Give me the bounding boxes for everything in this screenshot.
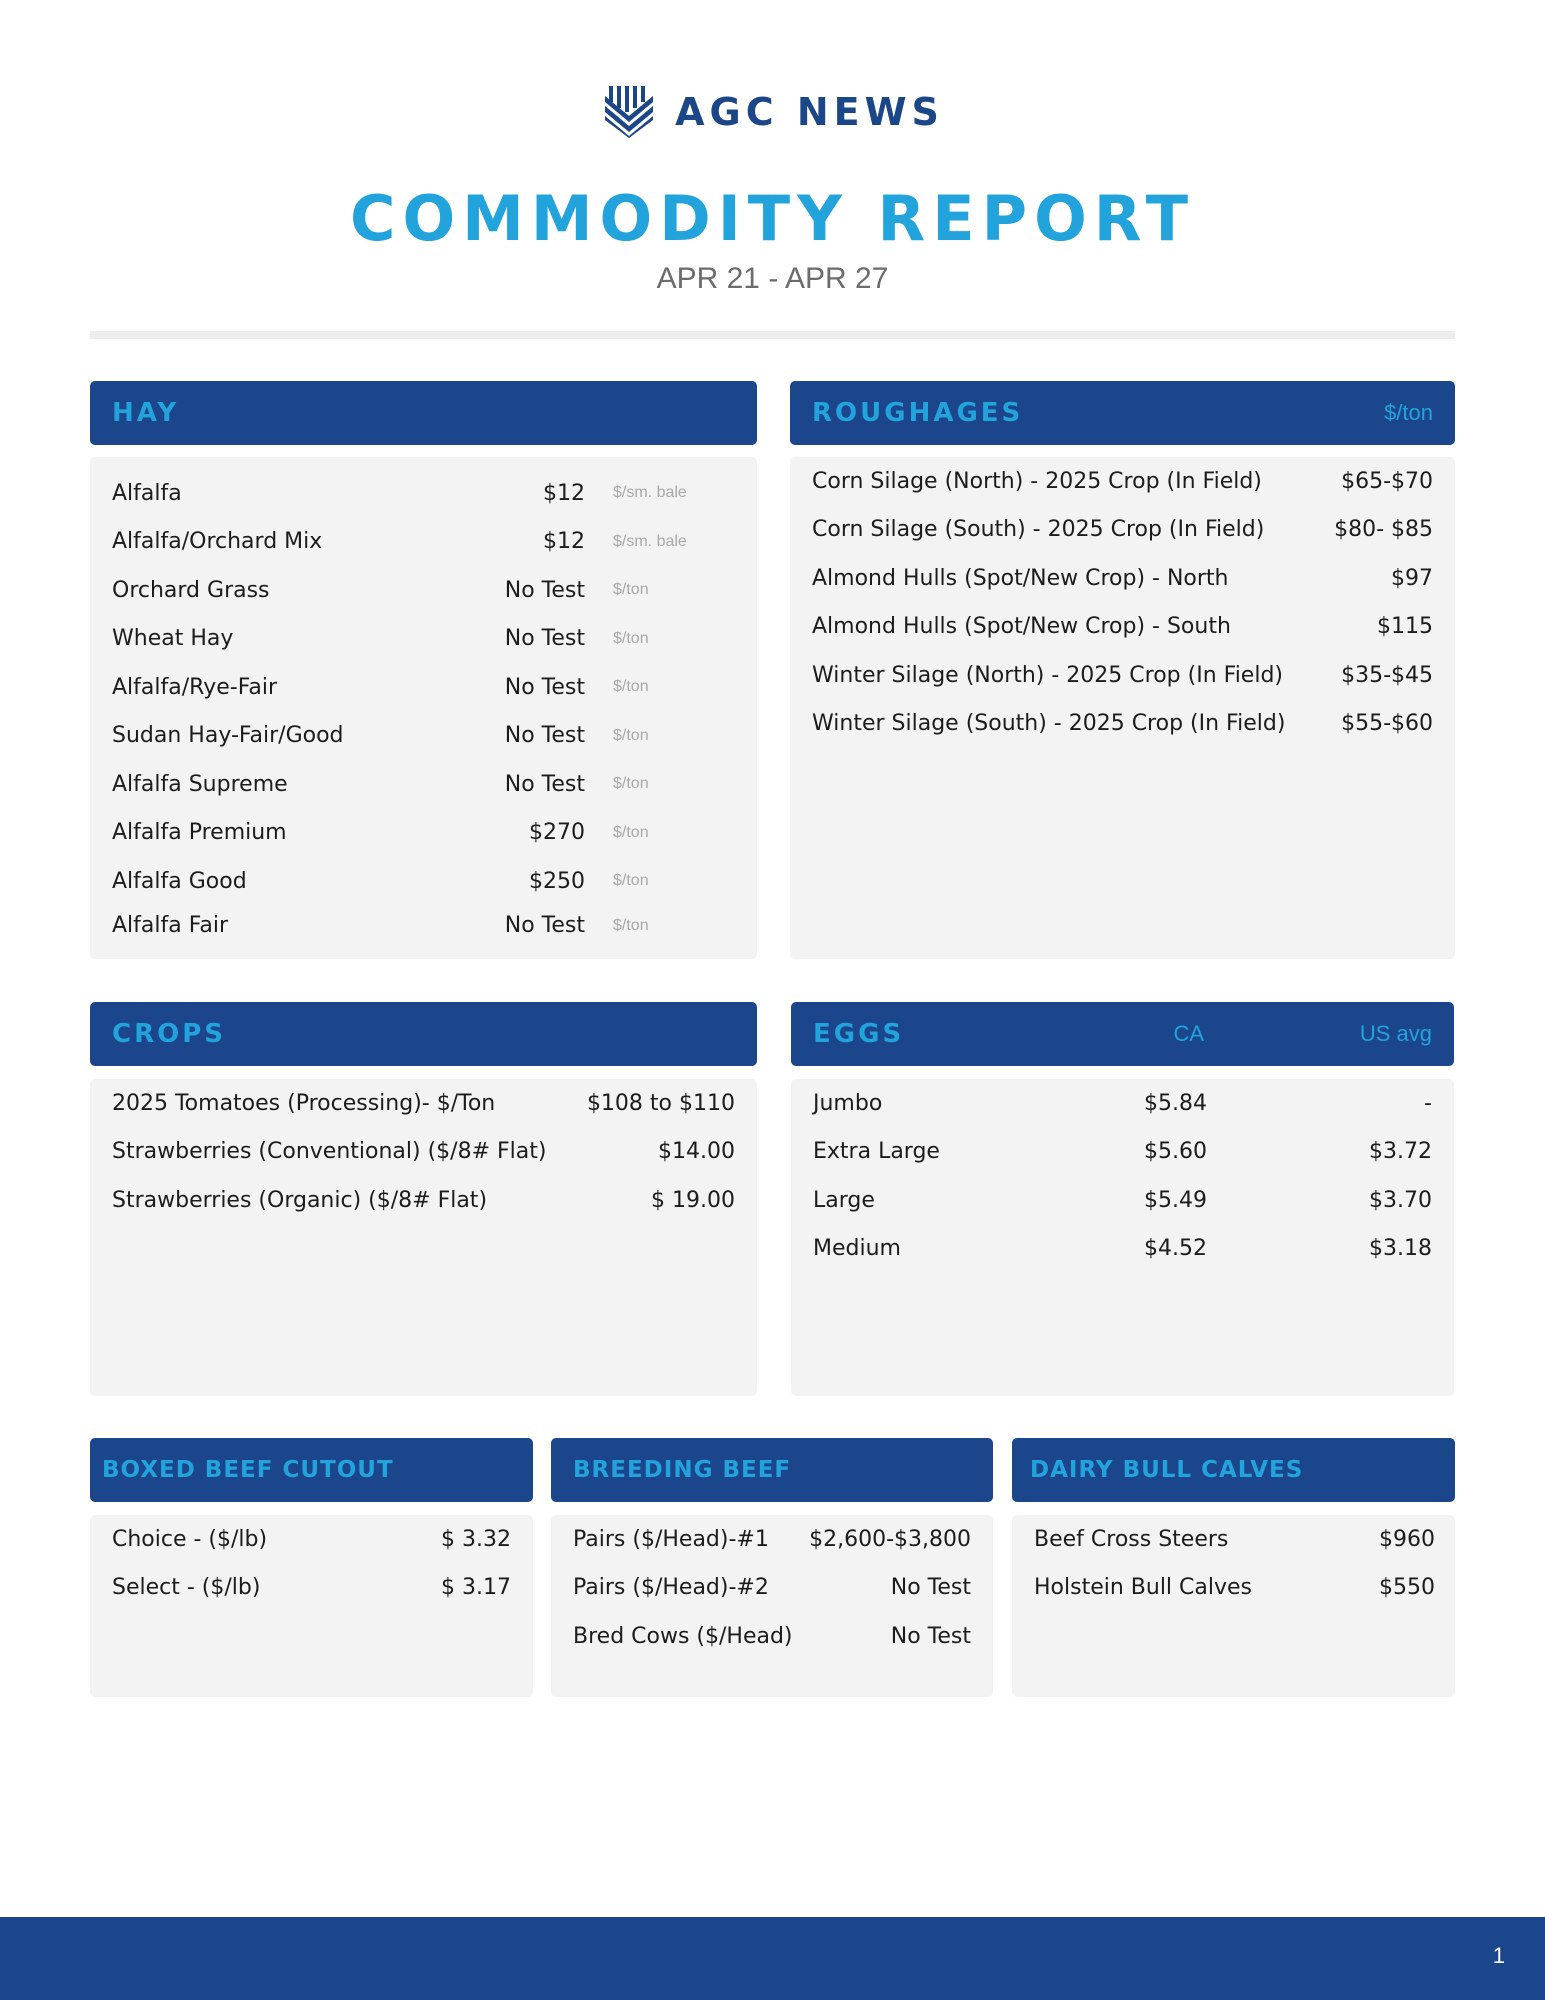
row-value: $108 to $110 — [586, 1090, 735, 1116]
row-value: No Test — [504, 771, 585, 797]
table-row — [812, 603, 1433, 652]
roughages-unit: $/ton — [1384, 400, 1433, 425]
breeding-beef-header — [551, 1438, 993, 1502]
row-label: Sudan Hay-Fair/Good — [112, 723, 344, 749]
row-label: Winter Silage (South) - 2025 Crop (In Field) — [812, 711, 1286, 737]
row-value: $55-$60 — [1341, 711, 1433, 737]
eggs-col-ca: CA — [1173, 1021, 1204, 1046]
table-row — [112, 518, 735, 567]
row-unit: $/ton — [613, 775, 649, 793]
row-value: $14.00 — [658, 1139, 735, 1165]
row-unit: $/ton — [613, 823, 649, 841]
row-label: Alfalfa Fair — [112, 913, 228, 938]
breeding-beef-title: BREEDING BEEF — [573, 1457, 792, 1483]
table-row — [112, 712, 735, 761]
table-row — [1034, 1564, 1435, 1613]
dairy-bull-panel — [1012, 1515, 1455, 1697]
row-value: $550 — [1379, 1575, 1435, 1601]
row-label: Strawberries (Organic) ($/8# Flat) — [112, 1187, 488, 1213]
row-value: No Test — [890, 1623, 971, 1649]
table-row — [112, 809, 735, 858]
roughages-header — [790, 381, 1455, 445]
boxed-beef-panel — [90, 1515, 533, 1697]
row-value: No Test — [504, 577, 585, 603]
row-label: Corn Silage (South) - 2025 Crop (In Field) — [812, 517, 1265, 543]
table-row — [813, 1176, 1432, 1225]
hay-title: HAY — [112, 398, 180, 428]
agc-logo-icon — [601, 86, 657, 138]
hay-header — [90, 381, 757, 445]
row-label: Alfalfa Supreme — [112, 771, 288, 797]
row-value: $960 — [1379, 1526, 1435, 1552]
roughages-title: ROUGHAGES — [812, 398, 1024, 428]
table-row — [112, 857, 735, 906]
row-value: $ 19.00 — [651, 1187, 735, 1213]
table-row — [812, 457, 1433, 506]
table-row — [112, 469, 735, 518]
row-label: Holstein Bull Calves — [1034, 1575, 1253, 1601]
row-label: Almond Hulls (Spot/New Crop) - North — [812, 565, 1229, 591]
row-label: Beef Cross Steers — [1034, 1526, 1229, 1552]
row-value: $80- $85 — [1334, 517, 1433, 543]
row-label: Alfalfa/Rye-Fair — [112, 674, 277, 700]
dairy-bull-title: DAIRY BULL CALVES — [1030, 1457, 1304, 1483]
eggs-title: EGGS — [813, 1019, 905, 1049]
row-value: $12 — [543, 480, 585, 506]
row-label: Winter Silage (North) - 2025 Crop (In Field) — [812, 662, 1284, 688]
table-row — [812, 506, 1433, 555]
dairy-bull-header — [1012, 1438, 1455, 1502]
row-label: Almond Hulls (Spot/New Crop) - South — [812, 614, 1231, 640]
row-unit: $/ton — [613, 581, 649, 599]
table-row — [813, 1225, 1432, 1274]
table-row — [112, 760, 735, 809]
row-value: $ 3.17 — [441, 1575, 511, 1601]
table-row — [812, 651, 1433, 700]
row-value: $97 — [1391, 565, 1433, 591]
page-footer — [0, 1917, 1545, 2000]
row-unit: $/ton — [613, 678, 649, 696]
row-value-ca: $5.84 — [1144, 1090, 1207, 1116]
table-row — [1034, 1515, 1435, 1564]
table-row — [112, 1079, 735, 1128]
row-value: $270 — [529, 820, 585, 846]
row-value: No Test — [890, 1575, 971, 1601]
eggs-panel — [791, 1079, 1454, 1396]
row-value: No Test — [504, 913, 585, 938]
row-unit: $/sm. bale — [613, 484, 687, 502]
hay-panel — [90, 457, 757, 959]
crops-panel — [90, 1079, 757, 1396]
breeding-beef-panel — [551, 1515, 993, 1697]
table-row — [573, 1515, 971, 1564]
row-label: Choice - ($/lb) — [112, 1526, 268, 1552]
report-title: COMMODITY REPORT — [349, 182, 1196, 255]
table-row — [112, 1176, 735, 1225]
row-label: Large — [813, 1187, 875, 1213]
eggs-header — [791, 1002, 1454, 1066]
row-unit: $/ton — [613, 872, 649, 890]
row-unit: $/ton — [613, 726, 649, 744]
divider — [90, 331, 1455, 339]
row-label: Wheat Hay — [112, 626, 234, 652]
table-row — [112, 906, 735, 946]
row-label: Alfalfa — [112, 480, 182, 506]
table-row — [112, 663, 735, 712]
row-value: $65-$70 — [1341, 468, 1433, 494]
row-label: Extra Large — [813, 1139, 940, 1165]
row-label: Strawberries (Conventional) ($/8# Flat) — [112, 1139, 547, 1165]
crops-header — [90, 1002, 757, 1066]
table-row — [112, 1564, 511, 1613]
table-row — [813, 1128, 1432, 1177]
table-row — [813, 1079, 1432, 1128]
row-value-us: $3.70 — [1369, 1187, 1432, 1213]
row-unit: $/ton — [613, 629, 649, 647]
row-value-ca: $5.60 — [1144, 1139, 1207, 1165]
row-value-us: $3.72 — [1369, 1139, 1432, 1165]
table-row — [112, 566, 735, 615]
table-row — [573, 1612, 971, 1661]
row-label: Pairs ($/Head)-#1 — [573, 1526, 769, 1552]
row-value-us: $3.18 — [1369, 1236, 1432, 1262]
row-value: $35-$45 — [1341, 662, 1433, 688]
boxed-beef-title: BOXED BEEF CUTOUT — [102, 1457, 394, 1483]
table-row — [112, 1128, 735, 1177]
row-label: Select - ($/lb) — [112, 1575, 261, 1601]
row-value: $12 — [543, 529, 585, 555]
row-value-ca: $5.49 — [1144, 1187, 1207, 1213]
row-value: $115 — [1377, 614, 1433, 640]
row-unit: $/ton — [613, 916, 649, 934]
table-row — [112, 615, 735, 664]
row-label: Bred Cows ($/Head) — [573, 1623, 793, 1649]
brand-name: AGC NEWS — [675, 90, 944, 134]
row-label: Orchard Grass — [112, 577, 270, 603]
row-label: Alfalfa Premium — [112, 820, 287, 846]
row-value: No Test — [504, 626, 585, 652]
row-label: Alfalfa/Orchard Mix — [112, 529, 323, 555]
row-label: Medium — [813, 1236, 901, 1262]
table-row — [812, 554, 1433, 603]
table-row — [812, 700, 1433, 749]
roughages-panel — [790, 457, 1455, 959]
row-value: $2,600-$3,800 — [809, 1526, 971, 1552]
row-unit: $/sm. bale — [613, 532, 687, 550]
brand-header — [0, 86, 1545, 138]
row-value: No Test — [504, 723, 585, 749]
table-row — [573, 1564, 971, 1613]
row-value: $250 — [529, 868, 585, 894]
table-row — [112, 1515, 511, 1564]
row-value-us: - — [1424, 1090, 1432, 1116]
page-number: 1 — [1492, 1943, 1505, 1968]
eggs-col-us: US avg — [1359, 1021, 1432, 1046]
row-value-ca: $4.52 — [1144, 1236, 1207, 1262]
row-label: Jumbo — [813, 1090, 883, 1116]
row-label: Pairs ($/Head)-#2 — [573, 1575, 769, 1601]
row-value: $ 3.32 — [441, 1526, 511, 1552]
boxed-beef-header — [90, 1438, 533, 1502]
crops-title: CROPS — [112, 1019, 226, 1049]
row-label: Corn Silage (North) - 2025 Crop (In Field) — [812, 468, 1262, 494]
row-label: Alfalfa Good — [112, 868, 247, 894]
report-date-range: APR 21 - APR 27 — [656, 262, 889, 295]
row-value: No Test — [504, 674, 585, 700]
row-label: 2025 Tomatoes (Processing)- $/Ton — [112, 1090, 496, 1116]
